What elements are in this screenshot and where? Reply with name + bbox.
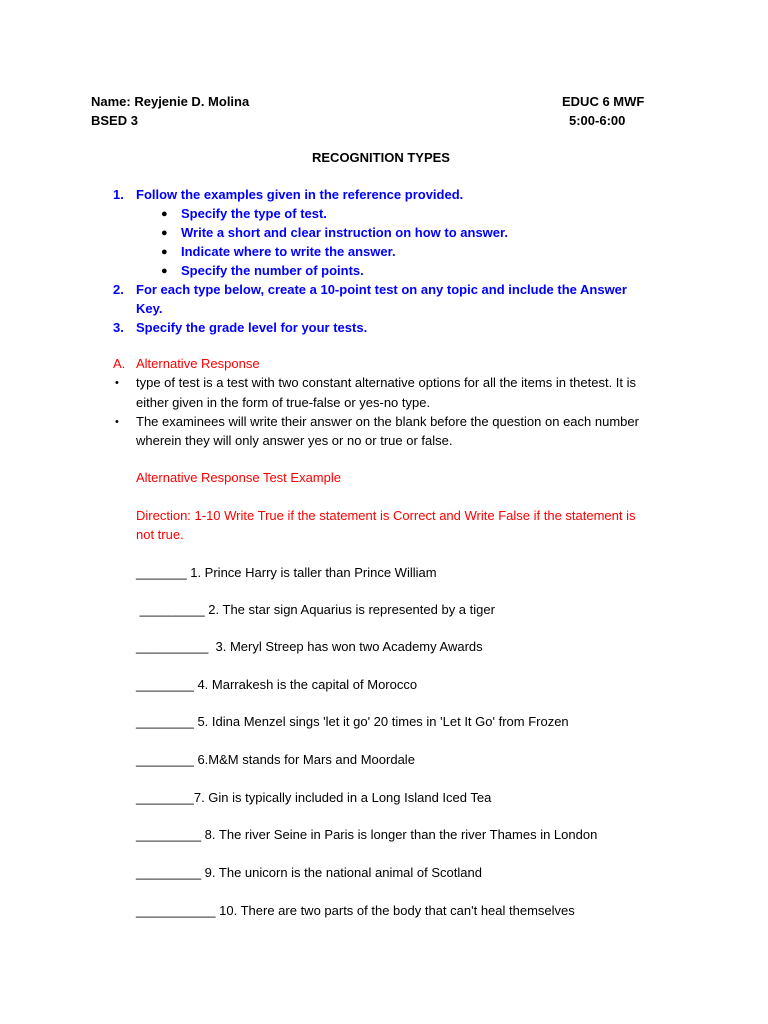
test-item-10: ___________ 10. There are two parts of the body that can't heal themselves <box>136 903 575 918</box>
instruction-number-2: 2. <box>113 282 124 297</box>
test-item-9: _________ 9. The unicorn is the national animal of Scotland <box>136 865 482 880</box>
example-title: Alternative Response Test Example <box>136 470 341 485</box>
bullet-icon: ● <box>161 227 168 239</box>
bullet-icon: • <box>115 377 119 389</box>
bullet-icon: ● <box>161 208 168 220</box>
instruction-2-line-1: For each type below, create a 10-point test on any topic and include the Answer <box>136 282 627 297</box>
test-item-7: ________7. Gin is typically included in a Long Island Iced Tea <box>136 790 492 805</box>
bullet-icon: ● <box>161 265 168 277</box>
student-name: Name: Reyjenie D. Molina <box>91 94 250 109</box>
section-a-bullet-2-line-2: wherein they will only answer yes or no or true or false. <box>136 433 453 448</box>
bullet-icon: • <box>115 416 119 428</box>
test-item-1: _______ 1. Prince Harry is taller than Prince William <box>136 565 437 580</box>
section-a-bullet-1-line-1: type of test is a test with two constant alternative options for all the items in thetest. It is <box>136 375 637 390</box>
test-item-8: _________ 8. The river Seine in Paris is longer than the river Thames in London <box>136 827 598 842</box>
bullet-icon: ● <box>161 246 168 258</box>
section-a-heading: Alternative Response <box>136 356 260 371</box>
sub-bullet-3: Indicate where to write the answer. <box>181 244 396 259</box>
test-item-4: ________ 4. Marrakesh is the capital of Morocco <box>136 677 418 692</box>
section-label: BSED 3 <box>91 113 138 128</box>
instruction-3: Specify the grade level for your tests. <box>136 320 368 335</box>
sub-bullet-2: Write a short and clear instruction on how to answer. <box>181 225 508 240</box>
instruction-number-1: 1. <box>113 187 124 202</box>
instruction-2-line-2: Key. <box>136 301 163 316</box>
section-a-bullet-2-line-1: The examinees will write their answer on the blank before the question on each number <box>136 414 639 429</box>
instruction-1: Follow the examples given in the reference provided. <box>136 187 464 202</box>
direction-line-1: Direction: 1-10 Write True if the statement is Correct and Write False if the statement is <box>136 508 636 523</box>
page-title: RECOGNITION TYPES <box>312 150 450 165</box>
test-item-2: _________ 2. The star sign Aquarius is represented by a tiger <box>136 602 495 617</box>
sub-bullet-1: Specify the type of test. <box>181 206 327 221</box>
sub-bullet-4: Specify the number of points. <box>181 263 364 278</box>
test-item-5: ________ 5. Idina Menzel sings 'let it go' 20 times in 'Let It Go' from Frozen <box>136 714 569 729</box>
section-a-bullet-1-line-2: either given in the form of true-false or yes-no type. <box>136 395 431 410</box>
class-time: 5:00-6:00 <box>569 113 626 128</box>
direction-line-2: not true. <box>136 527 184 542</box>
instruction-number-3: 3. <box>113 320 124 335</box>
course-code: EDUC 6 MWF <box>562 94 645 109</box>
test-item-6: ________ 6.M&M stands for Mars and Moordale <box>136 752 415 767</box>
test-item-3: __________ 3. Meryl Streep has won two Academy Awards <box>136 639 483 654</box>
section-a-marker: A. <box>113 356 126 371</box>
